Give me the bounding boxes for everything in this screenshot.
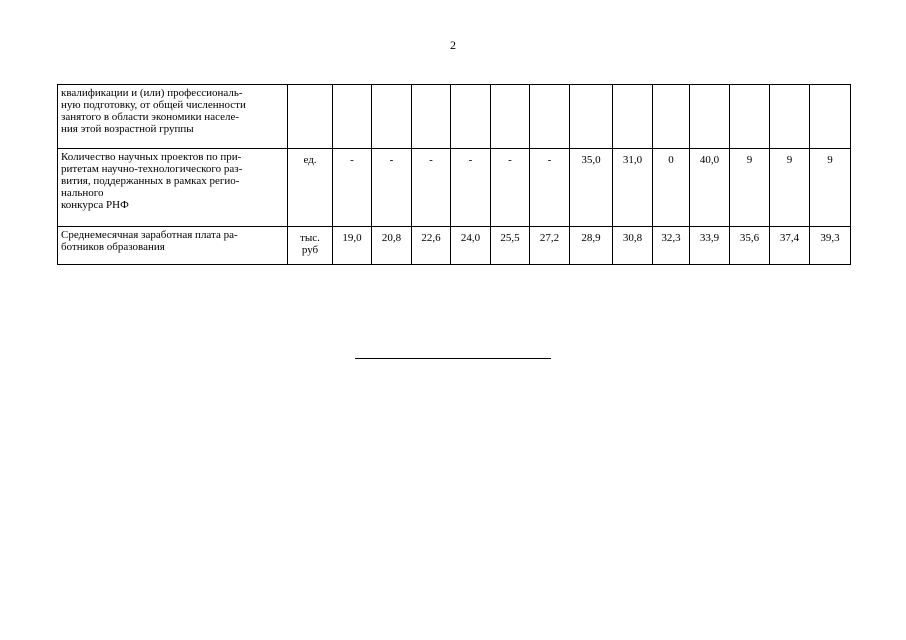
value-cell: [730, 85, 770, 149]
value-cell: -: [412, 149, 451, 227]
value-cell: -: [491, 149, 530, 227]
value-cell: [530, 85, 570, 149]
unit-cell: [288, 149, 333, 227]
indicator-label-line: ную подготовку, от общей численности: [61, 99, 246, 111]
indicator-label-line: Среднемесячная заработная плата ра-: [61, 229, 238, 241]
indicator-label-line: конкурса РНФ: [61, 199, 129, 211]
indicator-label-line: вития, поддержанных в рамках регио-: [61, 175, 240, 187]
value-cell: [653, 85, 690, 149]
value-cell: 9: [730, 149, 770, 227]
value-cell: -: [333, 149, 372, 227]
indicators-table: [57, 84, 851, 265]
indicator-label-cell: [58, 227, 288, 265]
value-cell: 24,0: [451, 227, 491, 265]
value-cell: [372, 85, 412, 149]
value-cell: [412, 85, 451, 149]
value-cell: 40,0: [690, 149, 730, 227]
indicator-label-cell: [58, 85, 288, 149]
table-row: [58, 85, 851, 149]
indicator-label-line: Количество научных проектов по при-: [61, 151, 242, 163]
value-cell: 32,3: [653, 227, 690, 265]
value-cell: 35,0: [570, 149, 613, 227]
indicator-label-line: ритетам научно-технологического раз-: [61, 163, 243, 175]
value-cell: 25,5: [491, 227, 530, 265]
value-cell: 31,0: [613, 149, 653, 227]
footer-rule: [355, 358, 551, 359]
indicator-label-line: ния этой возрастной группы: [61, 123, 194, 135]
value-cell: [570, 85, 613, 149]
value-cell: 20,8: [372, 227, 412, 265]
value-cell: 39,3: [810, 227, 851, 265]
unit-line: тыс.: [300, 232, 320, 244]
indicator-label-line: ботников образования: [61, 241, 165, 253]
value-cell: 33,9: [690, 227, 730, 265]
value-cell: [770, 85, 810, 149]
value-cell: 27,2: [530, 227, 570, 265]
value-cell: -: [451, 149, 491, 227]
value-cell: [810, 85, 851, 149]
value-cell: 9: [810, 149, 851, 227]
value-cell: [491, 85, 530, 149]
unit-cell: [288, 227, 333, 265]
value-cell: 37,4: [770, 227, 810, 265]
value-cell: 28,9: [570, 227, 613, 265]
indicator-label-line: нального: [61, 187, 104, 199]
unit-cell: [288, 85, 333, 149]
indicator-label-line: квалификации и (или) профессиональ-: [61, 87, 243, 99]
value-cell: 0: [653, 149, 690, 227]
indicator-label-cell: [58, 149, 288, 227]
value-cell: [333, 85, 372, 149]
value-cell: [613, 85, 653, 149]
unit-line: руб: [301, 244, 319, 256]
indicator-label-line: занятого в области экономики населе-: [61, 111, 240, 123]
value-cell: -: [372, 149, 412, 227]
value-cell: -: [530, 149, 570, 227]
value-cell: 35,6: [730, 227, 770, 265]
page-number: 2: [450, 38, 456, 52]
value-cell: 9: [770, 149, 810, 227]
value-cell: 22,6: [412, 227, 451, 265]
value-cell: [690, 85, 730, 149]
unit-line: ед.: [303, 154, 317, 166]
table-row: [58, 149, 851, 227]
value-cell: 30,8: [613, 227, 653, 265]
table-row: [58, 227, 851, 265]
value-cell: 19,0: [333, 227, 372, 265]
value-cell: [451, 85, 491, 149]
